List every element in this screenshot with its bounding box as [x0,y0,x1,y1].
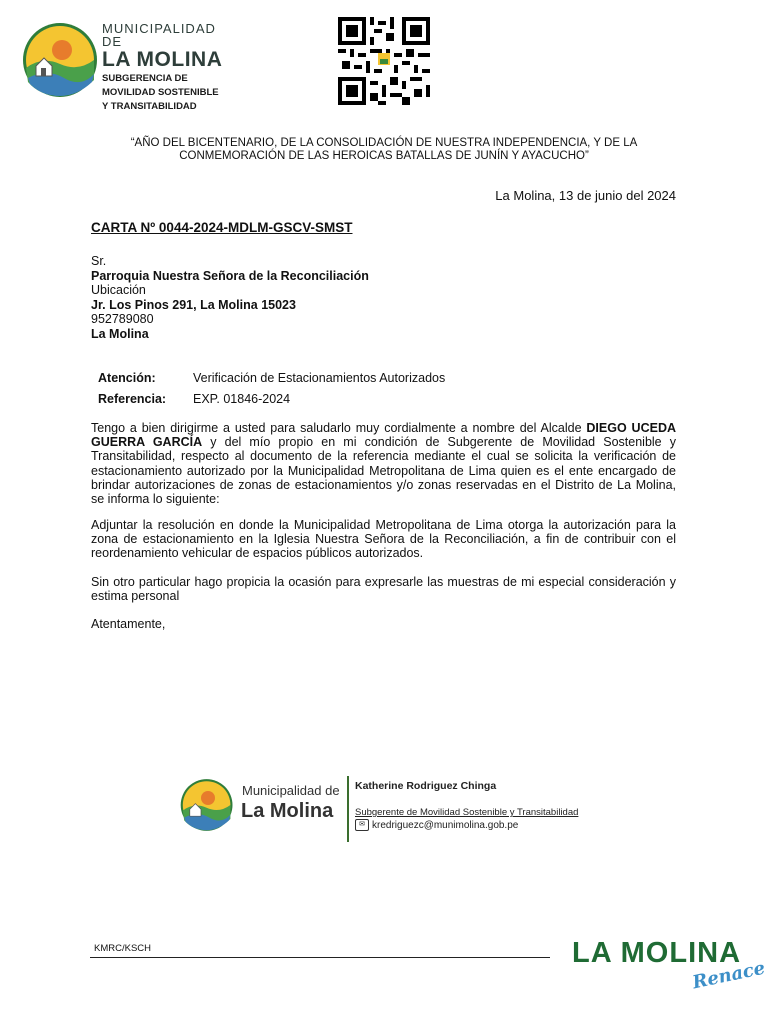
recipient-district: La Molina [91,326,149,341]
body-paragraph-1 [91,421,676,506]
brand-name: LA MOLINA [572,937,742,969]
subunit-line3: Y TRANSITABILIDAD [102,101,197,112]
signer-email-row [355,819,578,831]
body-paragraph-3: Sin otro particular hago propicia la ocasión para expresarle las muestras de mi especial consideración y estima personal [91,575,676,604]
envelope-icon: ✉ [355,819,369,831]
recipient-block [91,254,369,341]
municipality-name: LA MOLINA [102,48,223,71]
mayor-name: DIEGO UCEDA GUERRA GARCÍA [91,421,676,450]
sig-logo-name: La Molina [241,800,334,822]
reference-block [98,368,445,409]
recipient-address: Jr. Los Pinos 291, La Molina 15023 [91,297,296,312]
recipient-name: Parroquia Nuestra Señora de la Reconciliación [91,268,369,283]
signature-logo [178,773,348,843]
signer-name: Katherine Rodriguez Chinga [355,780,497,792]
signature-divider [347,776,349,842]
la-molina-emblem-icon [22,20,102,100]
footer-brand-logo [570,937,765,997]
sig-logo-label: Municipalidad de [242,783,340,798]
qr-code-icon [338,17,430,105]
signer-role: Subgerente de Movilidad Sostenible y Transitabilidad [355,807,579,818]
signer-email: kredriguezc@munimolina.gob.pe [372,819,519,831]
reference-value: EXP. 01846-2024 [193,391,291,406]
recipient-salutation: Sr. [91,254,107,268]
attention-value: Verificación de Estacionamientos Autorizados [193,371,446,385]
p1-before: Tengo a bien dirigirme a usted para saludarlo muy cordialmente a nombre del Alcalde [91,421,587,435]
motto-line1: “AÑO DEL BICENTENARIO, DE LA CONSOLIDACIÓN DE NUESTRA INDEPENDENCIA, Y DE LA [130,137,638,149]
p1-after: y del mío propio en mi condición de Subgerente de Movilidad Sostenible y Transitabilidad, respecto al documento de la referencia mediante el cual se solicita la verificación de estacionamiento autorizado por la Municipalidad Metropolitana de Lima quien es el ente encargado de brindar autorizaciones de zonas de estacionamientos y/o zonas reservadas en el Distrito de La Molina, se informa lo siguiente: [91,435,676,507]
municipality-logo [22,20,234,112]
body-paragraph-2: Adjuntar la resolución en donde la Municipalidad Metropolitana de Lima otorga la autorización para la zona de estacionamiento en la Iglesia Nuestra Señora de la Reconciliación, a fin de contribuir con el reordenamiento vehicular de espacios públicos autorizados. [91,518,676,561]
author-initials: KMRC/KSCH [94,943,152,954]
subunit-line2: MOVILIDAD SOSTENIBLE [102,87,219,98]
signature-block [355,780,578,831]
subunit-line1: SUBGERENCIA DE [102,73,188,84]
recipient-location-label: Ubicación [91,283,146,297]
reference-label: Referencia: [98,391,167,406]
letter-date: La Molina, 13 de junio del 2024 [495,188,676,203]
la-molina-emblem-icon [180,777,236,833]
closing-text: Atentamente, [91,617,166,631]
recipient-phone: 952789080 [91,312,154,326]
motto-line2: CONMEMORACIÓN DE LAS HEROICAS BATALLAS DE JUNÍN Y AYACUCHO” [179,150,589,162]
attention-label: Atención: [98,371,156,385]
municipality-label: MUNICIPALIDAD DE [102,21,216,49]
letter-title: CARTA Nº 0044-2024-MDLM-GSCV-SMST [91,220,353,235]
year-motto [100,137,668,163]
footer-rule [90,957,550,958]
brand-tagline: Renace [690,957,767,994]
